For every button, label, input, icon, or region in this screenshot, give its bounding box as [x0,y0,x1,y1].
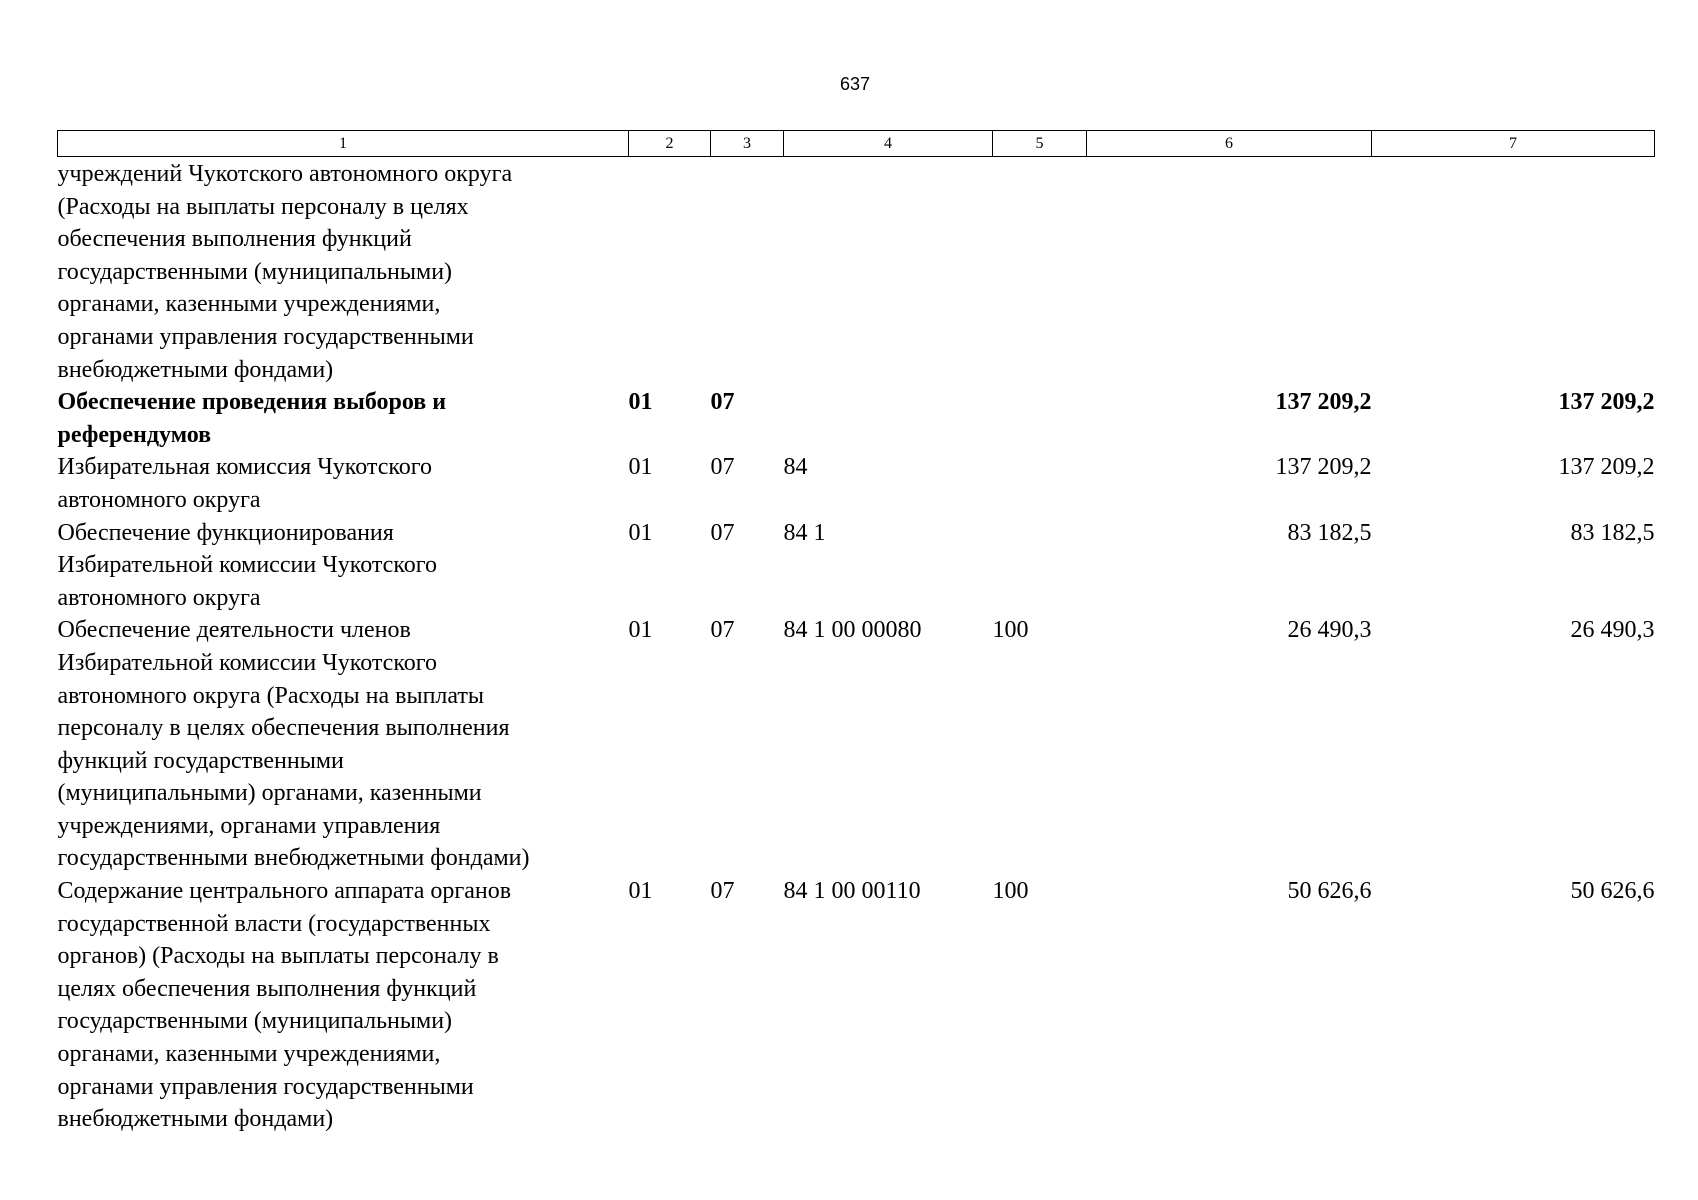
budget-table-container [57,130,1654,1136]
row-subsection-code: 07 [710,617,735,644]
row-name-line: учреждениями, органами управления [57,812,441,839]
header-col-3: 3 [711,131,784,157]
row-section-code: 01 [628,878,653,905]
row-name-line: органами, казенными учреждениями, [57,1041,441,1068]
row-name [58,386,629,451]
row-amount-col7: 83 182,5 [1570,519,1655,546]
row-name-line: автономного округа [57,584,261,611]
row-expense-type [993,517,1087,615]
row-name-line: целях обеспечения выполнения функций [57,975,477,1002]
row-expense-type: 100 [992,878,1029,905]
row-name [58,157,629,387]
row-name-line: органами управления государственными [57,1073,474,1100]
header-col-4: 4 [784,131,993,157]
row-name-line: органов) (Расходы на выплаты персоналу в [57,943,499,970]
table-row [58,517,1655,615]
table-row [58,875,1655,1136]
row-section-code: 01 [628,389,653,416]
row-name-line: внебюджетными фондами) [57,1106,334,1133]
table-row [58,614,1655,875]
row-name-line: учреждений Чукотского автономного округа [57,161,513,187]
row-target-article: 84 [783,454,808,481]
row-expense-type: 100 [992,617,1029,644]
row-name-line: референдумов [57,421,212,448]
row-name-line: государственными (муниципальными) [57,1008,453,1035]
table-header [58,131,1655,157]
row-target-article: 84 1 00 00080 [783,617,922,644]
row-amount-col7: 26 490,3 [1570,617,1655,644]
row-subsection-code: 07 [710,519,735,546]
row-section-code [629,157,711,387]
row-amount-col6 [1087,157,1372,387]
row-amount-col6: 83 182,5 [1287,519,1372,546]
row-amount-col7 [1372,157,1655,387]
header-col-7: 7 [1372,131,1655,157]
row-subsection-code: 07 [710,389,735,416]
row-name-line: Обеспечение функционирования [57,519,394,546]
row-name-line: Избирательной комиссии Чукотского [57,649,437,676]
table-row [58,386,1655,451]
header-col-5: 5 [993,131,1087,157]
row-name-line: органами, казенными учреждениями, [57,291,441,318]
row-name-line: обеспечения выполнения функций [57,226,412,253]
row-name-line: (муниципальными) органами, казенными [57,780,482,807]
row-target-article [784,386,993,451]
row-name-line: персоналу в целях обеспечения выполнения [57,715,510,742]
table-row [58,451,1655,516]
row-amount-col7: 50 626,6 [1570,878,1655,905]
header-row [58,131,1655,157]
budget-table [57,130,1655,1136]
row-expense-type [993,451,1087,516]
row-amount-col6: 26 490,3 [1287,617,1372,644]
row-name-line: (Расходы на выплаты персоналу в целях [57,193,469,220]
row-name [58,875,629,1136]
row-name [58,614,629,875]
row-name-line: Избирательная комиссия Чукотского [57,454,433,481]
row-name-line: государственными внебюджетными фондами) [57,845,530,872]
row-name-line: функций государственными [57,747,344,774]
row-section-code: 01 [628,519,653,546]
row-name [58,517,629,615]
row-name-line: автономного округа (Расходы на выплаты [57,682,485,709]
page-number: 637 [839,74,871,94]
header-col-6: 6 [1087,131,1372,157]
row-name-line: органами управления государственными [57,323,474,350]
row-name-line: государственной власти (государственных [57,910,491,937]
row-amount-col6: 137 209,2 [1275,389,1372,416]
row-subsection-code [711,157,784,387]
row-name-line: автономного округа [57,486,261,513]
row-name-line: внебюджетными фондами) [57,356,334,383]
header-col-2: 2 [629,131,711,157]
row-expense-type [993,386,1087,451]
row-amount-col6: 50 626,6 [1287,878,1372,905]
row-subsection-code: 07 [710,878,735,905]
table-row [58,157,1655,387]
row-name-line: государственными (муниципальными) [57,258,453,285]
row-amount-col7: 137 209,2 [1558,389,1655,416]
row-name [58,451,629,516]
row-section-code: 01 [628,454,653,481]
row-target-article [784,157,993,387]
header-col-1: 1 [58,131,629,157]
row-name-line: Обеспечение проведения выборов и [57,389,447,416]
row-section-code: 01 [628,617,653,644]
row-target-article: 84 1 00 00110 [783,878,921,905]
row-target-article: 84 1 [783,519,826,546]
row-name-line: Обеспечение деятельности членов [57,617,411,644]
row-amount-col7: 137 209,2 [1558,454,1655,481]
table-body [58,157,1655,1136]
row-name-line: Избирательной комиссии Чукотского [57,552,437,579]
row-subsection-code: 07 [710,454,735,481]
row-name-line: Содержание центрального аппарата органов [57,878,512,905]
row-amount-col6: 137 209,2 [1275,454,1372,481]
row-expense-type [993,157,1087,387]
